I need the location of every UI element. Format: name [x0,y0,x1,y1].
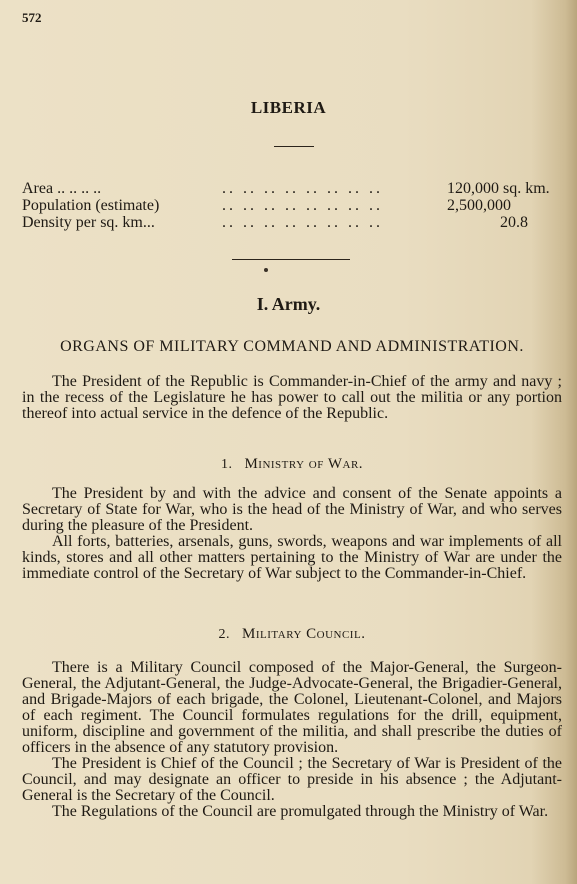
paragraph: There is a Military Council composed of the Major-General, the Surgeon-General, the Adjutant-General, the Judge-Advocate-General, the Brigadier-General, and Brigade-Majors of each brigade, the Colonel, Lieutenant-Colonel, and Majors of each regiment. The Council formulates regulations for the drill, equipment, uniform, discipline and government of the militia, and shall prescribe the duties of officers in the absence of any statutory provision. [22,659,562,756]
stat-leader-dots: .. .. .. .. .. .. .. .. [222,180,383,197]
page-title: LIBERIA [250,98,327,117]
ministry-of-war-text [22,486,562,582]
stat-value: 120,000 sq. km. [447,180,550,197]
paragraph: The President is Chief of the Council ; the Secretary of War is President of the Council, and may designate an officer to preside in his absence ; the Adjutant-General is the Secretary of the Council. [22,755,562,804]
paragraph: The Regulations of the Council are promulgated through the Ministry of War. [52,803,549,820]
subsection-number: 2. [218,627,231,642]
stat-label: Population (estimate) [22,197,160,214]
statistics-table [22,180,560,231]
stat-label: Density per sq. km... [22,214,155,231]
subsection-heading-ministry-of-war [22,456,562,473]
ornament-dot [264,268,268,272]
section-heading: ORGANS OF MILITARY COMMAND AND ADMINISTRATION. [60,338,524,355]
title-rule [274,146,314,147]
stat-label: Area .. .. .. .. [22,180,102,197]
part-heading: I. Army. [256,294,321,314]
stat-leader-dots: .. .. .. .. .. .. .. .. [222,197,383,214]
paragraph: All forts, batteries, arsenals, guns, swords, weapons and war implements of all kinds, stores and all other matters pertaining to the Ministry of War are under the immediate control of the Secretary of War subject to the Commander-in-Chief. [22,533,562,582]
paragraph: The President of the Republic is Commander-in-Chief of the army and navy ; in the recess of the Legislature he has power to call out the militia or any portion thereof into actual service in the defence of the Republic. [22,373,562,422]
subsection-number: 1. [220,457,233,472]
page-number: 572 [22,10,42,25]
paragraph: The President by and with the advice and consent of the Senate appoints a Secretary of State for War, who is the head of the Ministry of War, and who serves during the pleasure of the President. [22,485,562,534]
stat-value: 20.8 [500,214,528,231]
stat-row-area [22,180,560,197]
intro-paragraph [22,374,562,422]
stat-value: 2,500,000 [447,197,511,214]
military-council-text [22,660,562,820]
subsection-title: Ministry of War. [244,456,364,472]
subsection-heading-military-council [22,626,562,643]
subsection-title: Military Council. [242,626,366,642]
stat-row-density [22,214,560,231]
stat-row-population [22,197,560,214]
section-rule [232,259,350,260]
stat-leader-dots: .. .. .. .. .. .. .. .. [222,214,383,231]
